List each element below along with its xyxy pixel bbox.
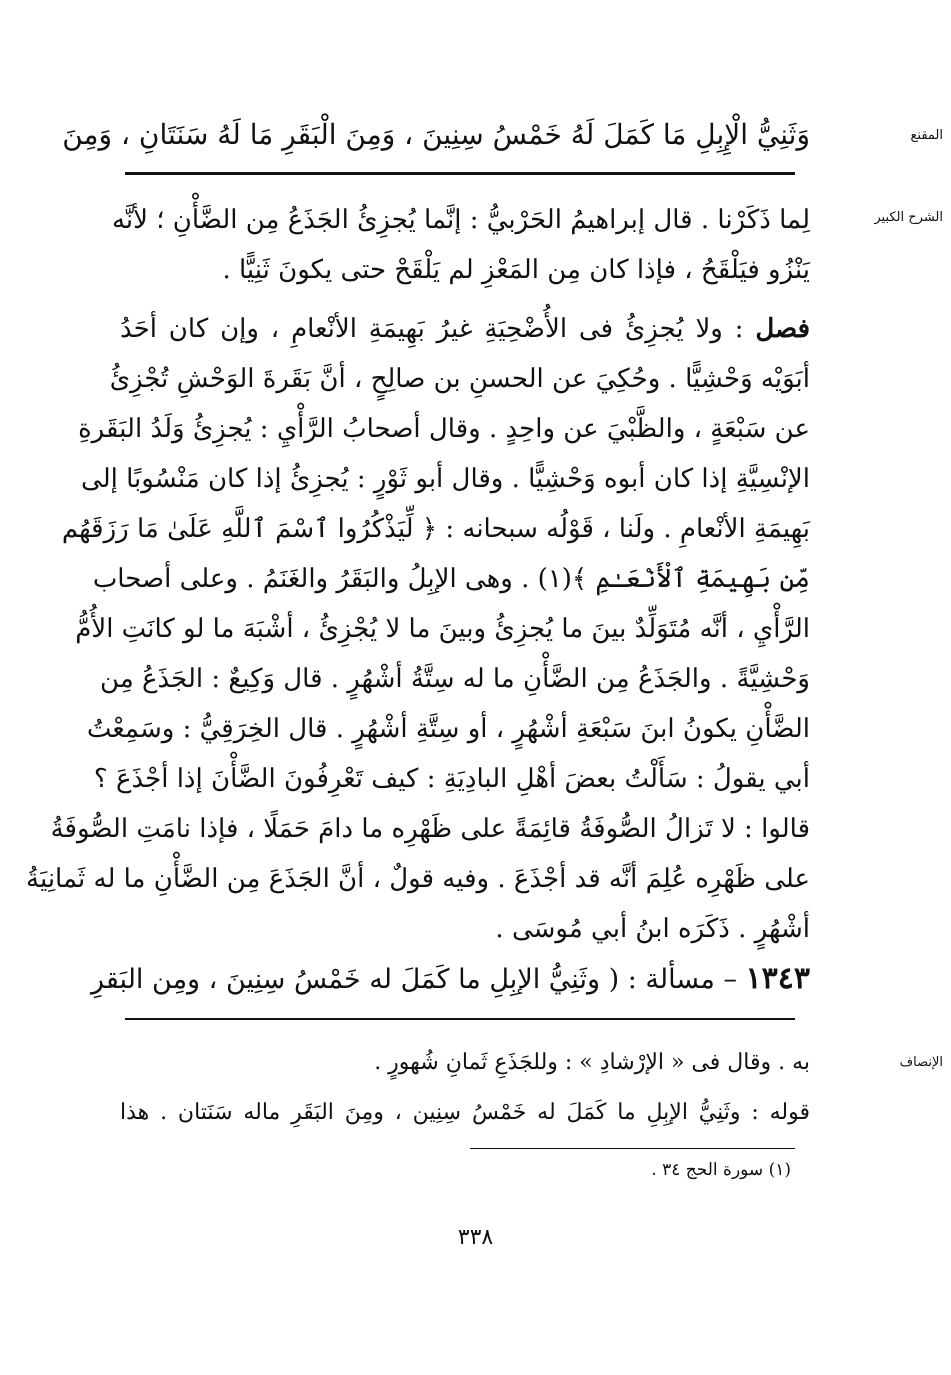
- insaf-line-1: به . وقال فى « الإرْشادِ » : وللجَذَعِ ثَمانِ شُهورٍ .: [374, 1050, 810, 1075]
- insaf-label: الإنصاف: [899, 1055, 943, 1070]
- sharh-line-2: يَنْزُو فيَلْقَحُ ، فإذا كان مِن المَعْزِ لم يَلْقَحْ حتى يكونَ ثَنِيًّا .: [222, 255, 810, 285]
- page-number: ٣٣٨: [457, 1225, 494, 1250]
- sharh-separator-rule: [125, 1018, 795, 1020]
- fasl-paragraph-body: فصل : ولا يُجزِئُ فى الأُضْحِيَةِ غيرُ بَهِيمَةِ الأنْعامِ ، وإن كان أحَدُ: [120, 314, 810, 344]
- sharh-line-12: أبي يقولُ : سَأَلْتُ بعضَ أهْلِ البادِيَةِ : كيف تَعْرِفُونَ الضَّأْنَ إذا أجْذَعَ ؟: [93, 764, 810, 794]
- sharh-line-9: الرَّأْيِ ، أنَّه مُتَوَلِّدٌ بينَ ما يُجزِئُ وبينَ ما لا يُجْزِئُ ، أشْبَهَ ما لو كانَتِ الأُمُّ: [75, 614, 810, 644]
- sharh-label: الشرح الكبير: [874, 210, 943, 225]
- muqni-line-1: وَثَنِيُّ الْإِبِلِ مَا كَمَلَ لَهُ خَمْسُ سِنِينَ ، وَمِنَ الْبَقَرِ مَا لَهُ سَنَتَانِ ، وَمِنَ: [62, 118, 810, 151]
- footnote-rule: [470, 1148, 795, 1149]
- sharh-line-1: لِما ذَكَرْنا . قال إبراهيمُ الحَرْبيُّ : إنَّما يُجزِئُ الجَذَعُ مِن الضَّأْنِ ؛ لأنَّه: [111, 205, 810, 235]
- muqni-separator-rule: [125, 172, 795, 175]
- sharh-line-5: عن سَبْعَةٍ ، والظَّبْيَ عن واحِدٍ . وقال أصحابُ الرَّأْيِ : يُجزِئُ وَلَدُ البَقَرةِ: [78, 414, 810, 444]
- footnote: (١) سورة الحج ٣٤ .: [651, 1160, 791, 1180]
- sharh-line-7: بَهِيمَةِ الأنْعامِ . ولَنا ، قَوْلُه سبحانه : ﴿ لِّيَذْكُرُوا ٱسْمَ ٱللَّهِ عَلَىٰ مَا رَزَقَهُم: [61, 514, 810, 544]
- sharh-line-4: أبَوَيْه وَحْشِيًّا . وحُكِيَ عن الحسنِ بن صالِحٍ ، أنَّ بَقَرةَ الوَحْشِ تُجْزِئُ: [109, 364, 810, 394]
- fasl-line: [120, 304, 810, 354]
- insaf-line-2: قوله : وثَنِيُّ الإبِلِ ما كَمَلَ له خَمْسُ سِنِين ، ومِنَ البَقَرِ ماله سَنَتان . هذا: [120, 1100, 810, 1125]
- sharh-line-15: أشْهُرٍ . ذَكَرَه ابنُ أبي مُوسَى .: [495, 914, 810, 944]
- muqni-label: المقنع: [910, 128, 943, 143]
- sharh-line-11: الضَّأْنِ يكونُ ابنَ سَبْعَةِ أشْهُرٍ ، أو سِتَّةِ أشْهُرٍ . قال الخِرَقِيُّ : وسَمِعْتُ: [86, 714, 810, 744]
- sharh-line-8: مِّن بَهِيمَةِ ٱلْأَنْعَـٰمِ ﴾(١) . وهى الإبِلُ والبَقَرُ والغَنَمُ . وعلى أصحاب: [92, 564, 810, 594]
- sharh-line-13: قالوا : لا تَزالُ الصُّوفَةُ قائِمَةً على ظَهْرِه ما دامَ حَمَلًا ، فإذا نامَتِ الصُّوفَةُ: [50, 814, 810, 844]
- sharh-line-6: الإنْسِيَّةِ إذا كان أبوه وَحْشِيًّا . وقال أبو ثَوْرٍ : يُجزِئُ إذا كان مَنْسُوبًا إلى: [81, 464, 810, 494]
- sharh-line-10: وَحْشِيَّةً . والجَذَعُ مِن الضَّأْنِ ما له سِتَّةُ أشْهُرٍ . قال وَكِيعٌ : الجَذَعُ مِن: [100, 664, 810, 694]
- masala-line: [91, 954, 810, 1004]
- fasl-heading-word: فصل: [755, 314, 810, 344]
- masala-number: ١٣٤٣: [745, 961, 810, 996]
- masala-text: – مسألة : ( وثَنِيُّ الإبِلِ ما كَمَلَ له خَمْسُ سِنِينَ ، ومِن البَقرِ: [91, 964, 737, 995]
- sharh-line-14: على ظَهْرِه عُلِمَ أنَّه قد أجْذَعَ . وفيه قولٌ ، أنَّ الجَذَعَ مِن الضَّأْنِ ما له ثَمانِيَةُ: [26, 864, 810, 894]
